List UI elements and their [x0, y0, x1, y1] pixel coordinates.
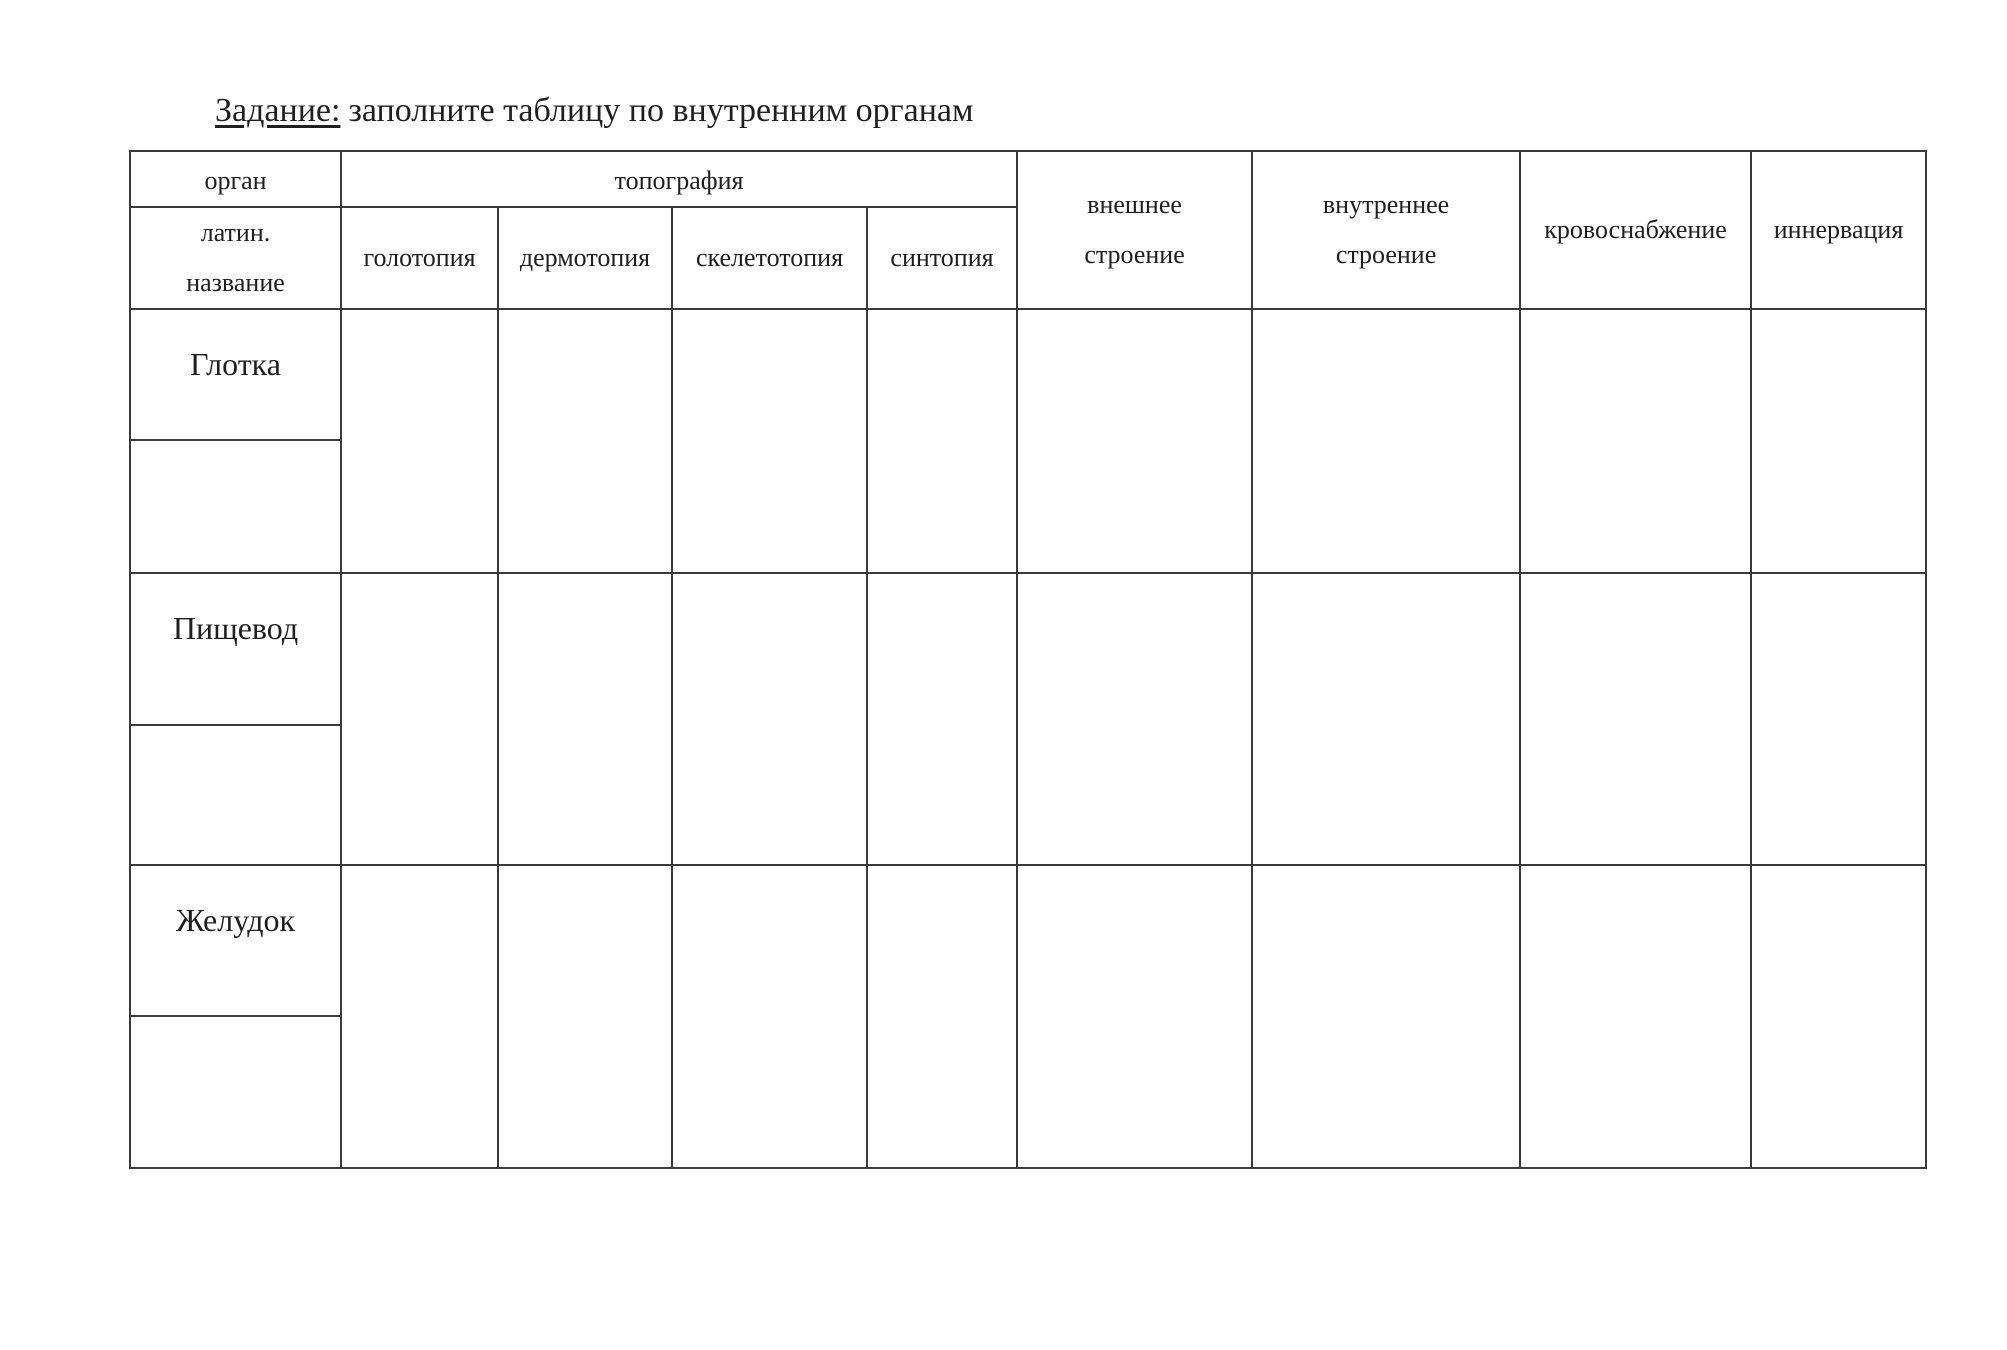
- organ-name-cell: Пищевод: [130, 573, 341, 725]
- holotopy-cell[interactable]: [341, 573, 498, 865]
- holotopy-cell[interactable]: [341, 865, 498, 1168]
- innervation-cell[interactable]: [1751, 865, 1926, 1168]
- header-skeletotopy: скелетотопия: [672, 207, 867, 309]
- latin-name-cell[interactable]: [130, 440, 341, 573]
- syntopy-cell[interactable]: [867, 573, 1017, 865]
- header-dermatopy: дермотопия: [498, 207, 672, 309]
- dermatopy-cell[interactable]: [498, 573, 672, 865]
- organ-row: [130, 573, 1926, 725]
- external-structure-cell[interactable]: [1017, 573, 1252, 865]
- internal-structure-cell[interactable]: [1252, 309, 1520, 573]
- header-latin-name: [130, 207, 341, 309]
- syntopy-cell[interactable]: [867, 865, 1017, 1168]
- latin-name-cell[interactable]: [130, 1016, 341, 1168]
- latin-name-cell[interactable]: [130, 725, 341, 865]
- internal-structure-cell[interactable]: [1252, 865, 1520, 1168]
- organ-worksheet-table: [129, 150, 1927, 1169]
- header-external-line2: строение: [1084, 240, 1185, 269]
- skeletotopy-cell[interactable]: [672, 573, 867, 865]
- organ-row: [130, 309, 1926, 440]
- task-instruction: [215, 88, 974, 134]
- external-structure-cell[interactable]: [1017, 865, 1252, 1168]
- header-innervation: иннервация: [1751, 151, 1926, 309]
- header-latin-line2: название: [186, 268, 285, 297]
- dermatopy-cell[interactable]: [498, 865, 672, 1168]
- header-organ: орган: [130, 151, 341, 207]
- skeletotopy-cell[interactable]: [672, 309, 867, 573]
- header-syntopy: синтопия: [867, 207, 1017, 309]
- header-holotopy: голотопия: [341, 207, 498, 309]
- innervation-cell[interactable]: [1751, 573, 1926, 865]
- header-external-line1: внешнее: [1087, 190, 1182, 219]
- organ-row: [130, 865, 1926, 1016]
- header-internal-line2: строение: [1335, 240, 1437, 269]
- blood-supply-cell[interactable]: [1520, 573, 1751, 865]
- header-row-1: [130, 151, 1926, 207]
- header-latin-line1: латин.: [200, 218, 271, 247]
- header-external-structure: [1017, 151, 1252, 309]
- external-structure-cell[interactable]: [1017, 309, 1252, 573]
- dermatopy-cell[interactable]: [498, 309, 672, 573]
- task-label: Задание:: [215, 92, 341, 129]
- header-topography: топография: [341, 151, 1017, 207]
- organ-name-cell: Глотка: [130, 309, 341, 440]
- task-text: заполните таблицу по внутренним органам: [348, 92, 974, 129]
- syntopy-cell[interactable]: [867, 309, 1017, 573]
- holotopy-cell[interactable]: [341, 309, 498, 573]
- organ-name-cell: Желудок: [130, 865, 341, 1016]
- blood-supply-cell[interactable]: [1520, 309, 1751, 573]
- skeletotopy-cell[interactable]: [672, 865, 867, 1168]
- header-internal-line1: внутреннее: [1322, 190, 1450, 219]
- internal-structure-cell[interactable]: [1252, 573, 1520, 865]
- header-internal-structure: [1252, 151, 1520, 309]
- header-blood-supply: кровоснабжение: [1520, 151, 1751, 309]
- blood-supply-cell[interactable]: [1520, 865, 1751, 1168]
- innervation-cell[interactable]: [1751, 309, 1926, 573]
